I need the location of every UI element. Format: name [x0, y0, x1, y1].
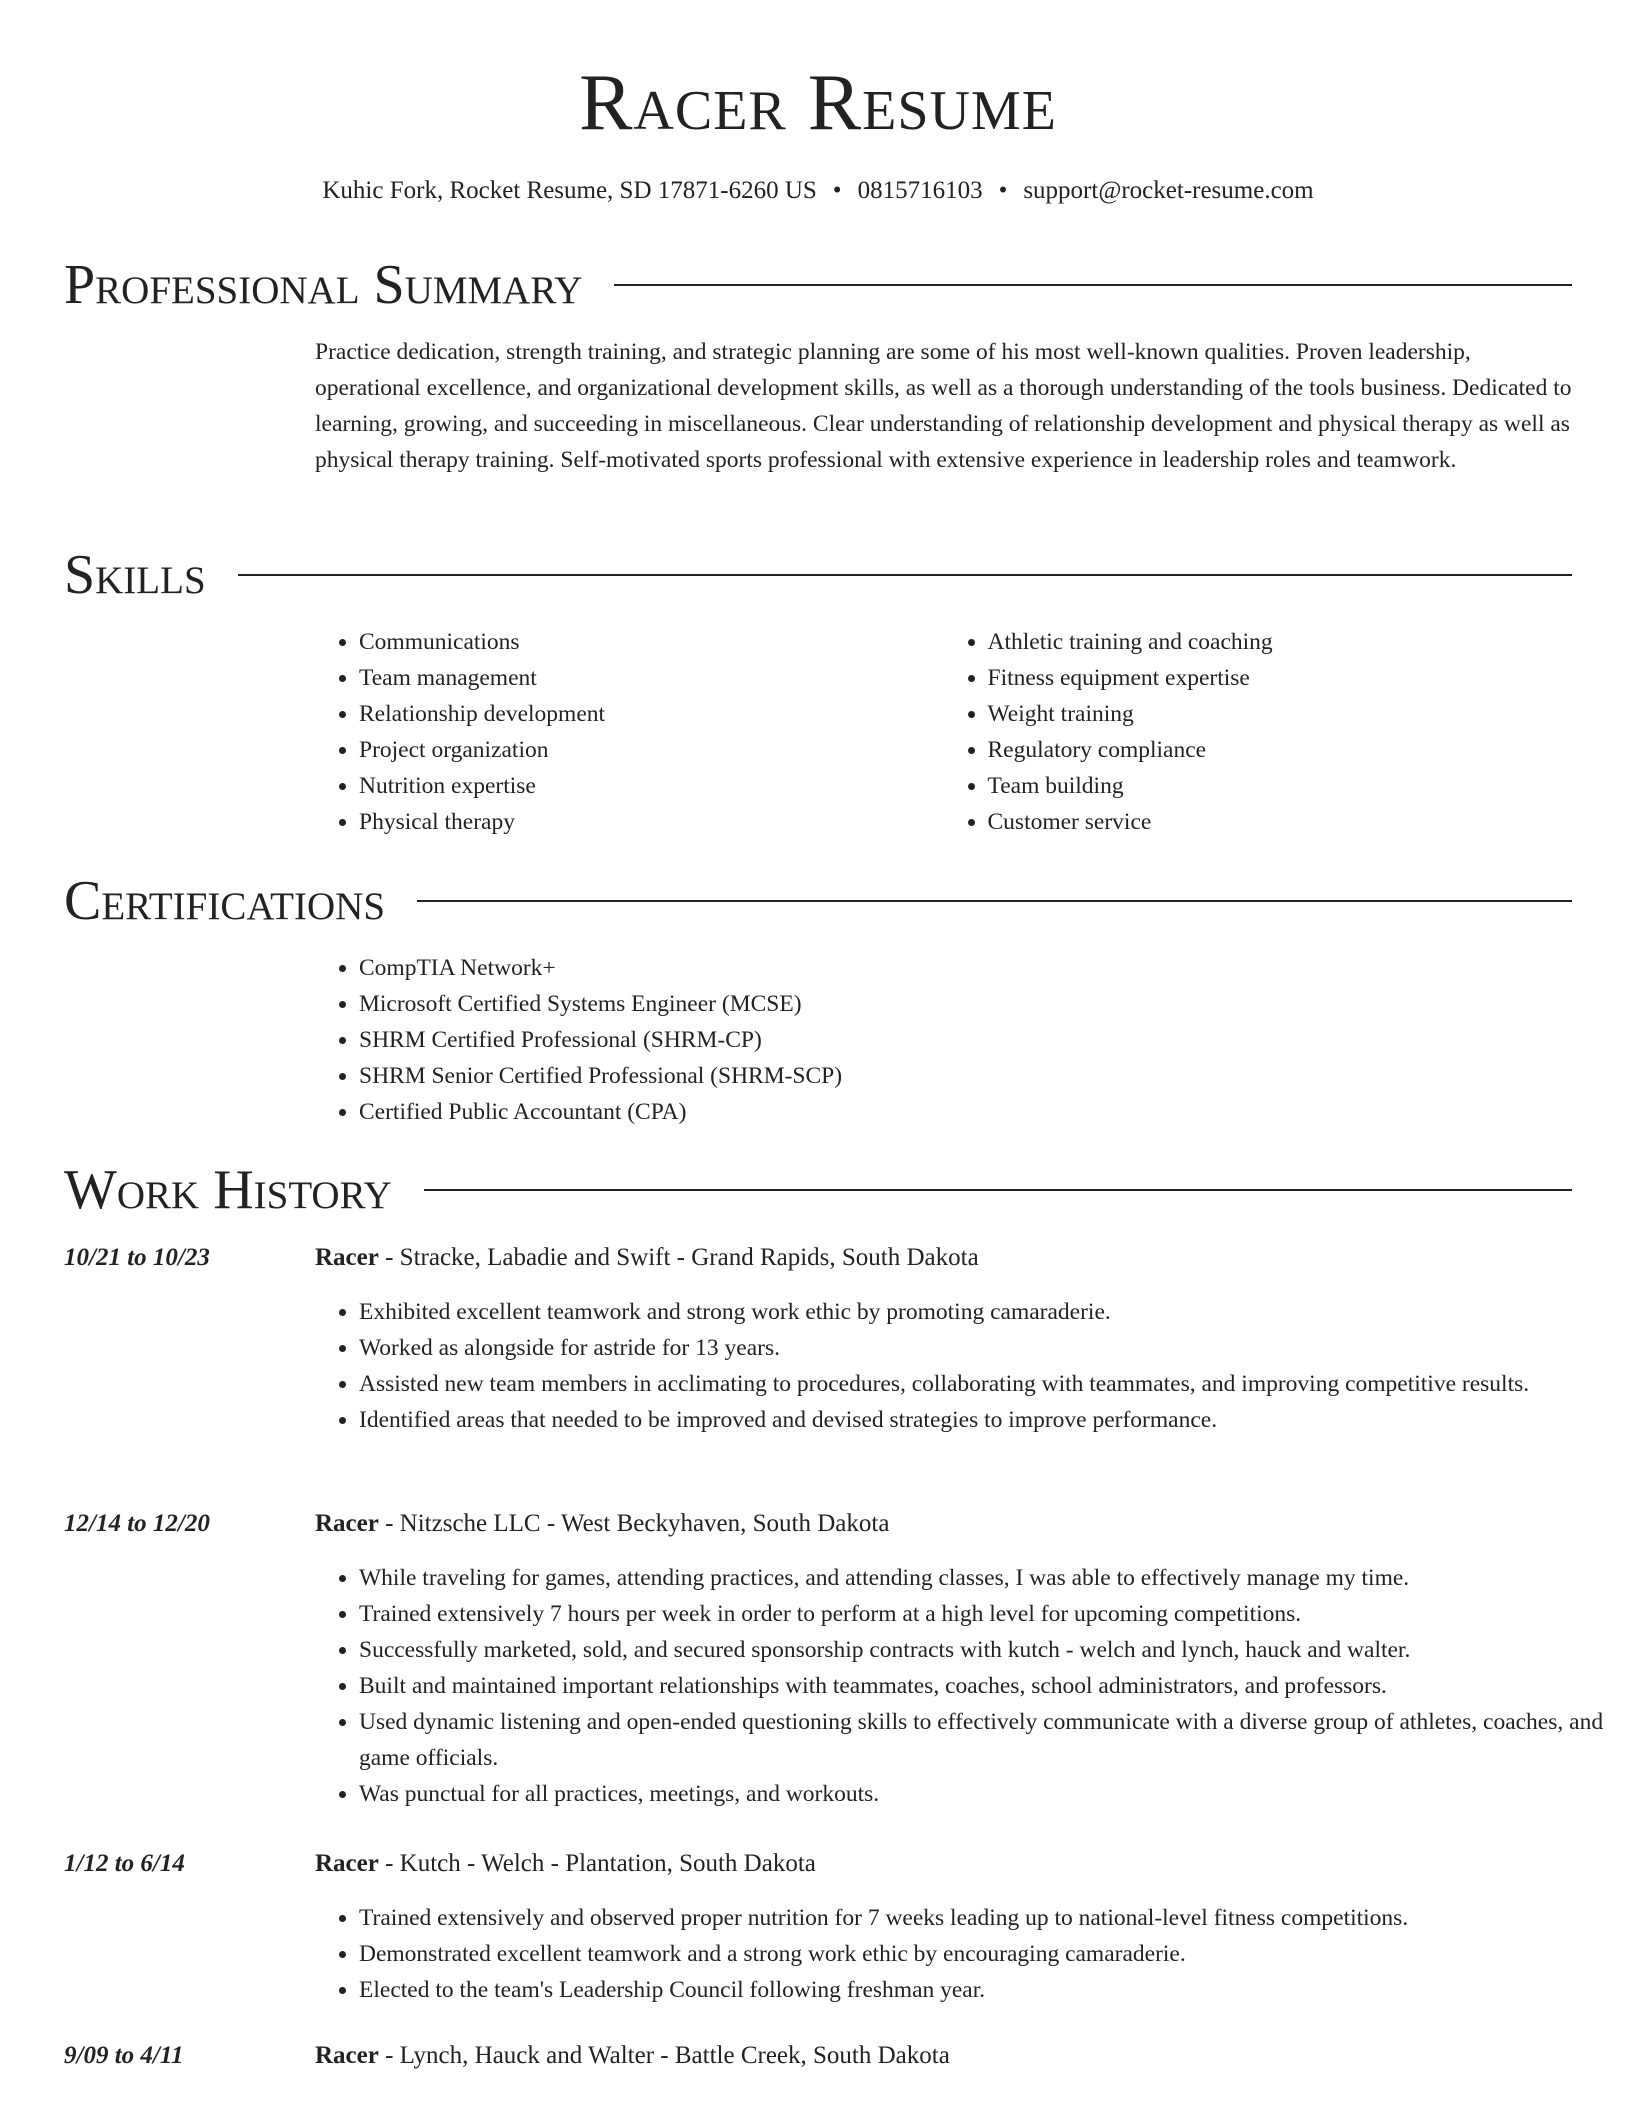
list-item: • Was punctual for all practices, meetings, and workouts. [359, 1776, 1616, 1812]
list-item: • Relationship development [359, 696, 944, 732]
contact-separator: • [832, 177, 842, 204]
contact-line [64, 174, 1572, 208]
list-item: • Assisted new team members in acclimating to procedures, collaborating with teammates, and improving competitive results. [359, 1366, 1616, 1402]
skills-content [315, 624, 1572, 840]
section-header-work [64, 1155, 1572, 1225]
skills-grid [315, 624, 1572, 840]
job-bullets [315, 1900, 1616, 2008]
skills-list-right [944, 624, 1573, 840]
section-header-skills [64, 540, 1572, 610]
job-role: Racer [315, 1244, 379, 1271]
job-dates: 10/21 to 10/23 [64, 1244, 210, 1271]
list-item: • Weight training [988, 696, 1573, 732]
section-title: Certifications [64, 870, 386, 932]
list-item: • Trained extensively and observed proper nutrition for 7 weeks leading up to national-level fitness competitions. [359, 1900, 1616, 1936]
list-item: • Used dynamic listening and open-ended questioning skills to effectively communicate with a diverse group of athletes, coaches, and game officials. [359, 1704, 1616, 1776]
list-item: • SHRM Certified Professional (SHRM-CP) [359, 1022, 1572, 1058]
job-bullets [315, 1560, 1616, 1812]
job-title-line [315, 2038, 1572, 2074]
list-item: • Exhibited excellent teamwork and strong work ethic by promoting camaraderie. [359, 1294, 1616, 1330]
skills-list-left [315, 624, 944, 840]
section-divider [238, 574, 1572, 576]
job-title-line [315, 1506, 1572, 1542]
job-details: - Nitzsche LLC - West Beckyhaven, South Dakota [378, 1510, 890, 1537]
list-item: • While traveling for games, attending practices, and attending classes, I was able to effectively manage my time. [359, 1560, 1616, 1596]
list-item: • SHRM Senior Certified Professional (SHRM-SCP) [359, 1058, 1572, 1094]
section-title: Professional Summary [64, 254, 583, 316]
list-item: • Elected to the team's Leadership Council following freshman year. [359, 1972, 1616, 2008]
contact-phone: 0815716103 [857, 177, 983, 204]
job-role: Racer [315, 1850, 379, 1877]
list-item: • Identified areas that needed to be improved and devised strategies to improve performance. [359, 1402, 1616, 1438]
job-title-line [315, 1240, 1572, 1276]
job-dates: 9/09 to 4/11 [64, 2042, 184, 2069]
list-item: • Worked as alongside for astride for 13 years. [359, 1330, 1616, 1366]
job-dates: 1/12 to 6/14 [64, 1850, 185, 1877]
section-header-certifications [64, 866, 1572, 936]
certifications-list [315, 950, 1572, 1130]
list-item: • Successfully marketed, sold, and secured sponsorship contracts with kutch - welch and lynch, hauck and walter. [359, 1632, 1616, 1668]
list-item: • Trained extensively 7 hours per week in order to perform at a high level for upcoming competitions. [359, 1596, 1616, 1632]
resume-name: Racer Resume [579, 59, 1057, 147]
job-dates: 12/14 to 12/20 [64, 1510, 210, 1537]
contact-address: Kuhic Fork, Rocket Resume, SD 17871-6260 US [322, 177, 817, 204]
list-item: • Fitness equipment expertise [988, 660, 1573, 696]
job-details: - Kutch - Welch - Plantation, South Dakota [378, 1850, 816, 1877]
job-role: Racer [315, 2042, 379, 2069]
section-divider [614, 284, 1572, 286]
list-item: • Physical therapy [359, 804, 944, 840]
list-item: • Demonstrated excellent teamwork and a strong work ethic by encouraging camaraderie. [359, 1936, 1616, 1972]
list-item: • Certified Public Accountant (CPA) [359, 1094, 1572, 1130]
section-title: Skills [64, 544, 206, 606]
list-item: • Athletic training and coaching [988, 624, 1573, 660]
list-item: • CompTIA Network+ [359, 950, 1572, 986]
list-item: • Communications [359, 624, 944, 660]
job-bullets [315, 1294, 1616, 1438]
contact-separator: • [998, 177, 1008, 204]
certifications-content [315, 950, 1572, 1130]
job-details: - Lynch, Hauck and Walter - Battle Creek, South Dakota [378, 2042, 950, 2069]
list-item: • Team management [359, 660, 944, 696]
list-item: • Regulatory compliance [988, 732, 1573, 768]
section-title: Work History [64, 1159, 392, 1221]
job-details: - Stracke, Labadie and Swift - Grand Rapids, South Dakota [378, 1244, 979, 1271]
list-item: • Project organization [359, 732, 944, 768]
list-item: • Nutrition expertise [359, 768, 944, 804]
section-divider [424, 1189, 1572, 1191]
list-item: • Team building [988, 768, 1573, 804]
contact-email[interactable]: support@rocket-resume.com [1023, 177, 1314, 204]
section-header-summary [64, 250, 1572, 320]
section-divider [417, 900, 1572, 902]
summary-content [315, 334, 1572, 478]
list-item: • Microsoft Certified Systems Engineer (MCSE) [359, 986, 1572, 1022]
list-item: • Customer service [988, 804, 1573, 840]
job-title-line [315, 1846, 1572, 1882]
summary-text: Practice dedication, strength training, and strategic planning are some of his most well-known qualities. Proven leadership, operational excellence, and organizational development skills, as well as a thorough understanding of the tools business. Dedicated to learning, growing, and succeeding in miscellaneous. Clear understanding of relationship development and physical therapy as well as physical therapy training. Self-motivated sports professional with extensive experience in leadership roles and teamwork. [315, 339, 1572, 473]
job-role: Racer [315, 1510, 379, 1537]
list-item: • Built and maintained important relationships with teammates, coaches, school administrators, and professors. [359, 1668, 1616, 1704]
